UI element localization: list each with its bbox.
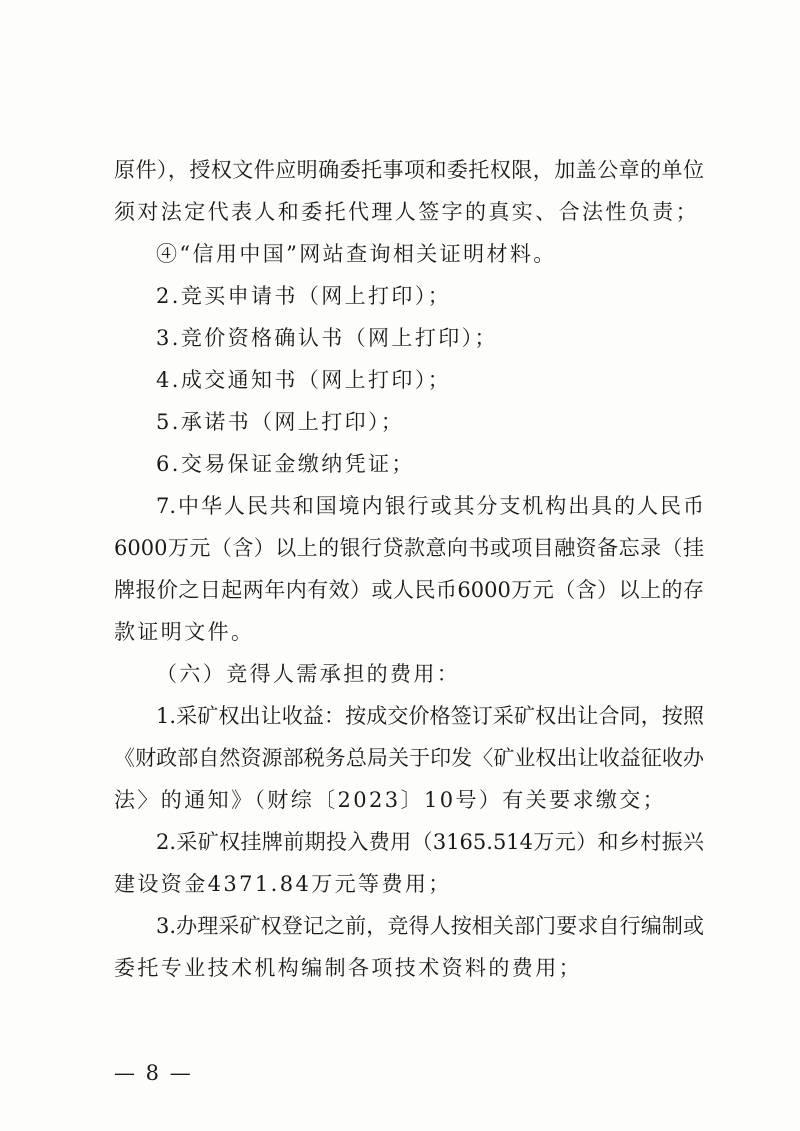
text-line-14: 1.采矿权出让收益：按成交价格签订采矿权出让合同，按照 (156, 704, 704, 728)
text-line-1: 原件），授权文件应明确委托事项和委托权限，加盖公章的单位 (114, 158, 704, 182)
text-line-20: 委托专业技术机构编制各项技术资料的费用； (114, 956, 582, 980)
text-line-9: 7.中华人民共和国境内银行或其分支机构出具的人民币 (156, 494, 704, 518)
text-line-6: 4.成交通知书（网上打印）； (156, 368, 452, 392)
text-line-17: 2.采矿权挂牌前期投入费用（3165.514万元）和乡村振兴 (156, 830, 704, 854)
text-line-3: ④“信用中国”网站查询相关证明材料。 (156, 242, 557, 266)
text-line-18: 建设资金4371.84万元等费用； (114, 872, 452, 896)
text-line-2: 须对法定代表人和委托代理人签字的真实、合法性负责； (114, 200, 699, 224)
text-line-8: 6.交易保证金缴纳凭证； (156, 452, 415, 476)
text-line-15: 《财政部自然资源部税务总局关于印发〈矿业权出让收益征收办 (114, 746, 704, 770)
text-line-12: 款证明文件。 (114, 620, 255, 644)
text-line-19: 3.办理采矿权登记之前，竞得人按相关部门要求自行编制或 (156, 914, 704, 938)
text-line-7: 5.承诺书（网上打印）； (156, 410, 405, 434)
text-line-11: 牌报价之日起两年内有效）或人民币6000万元（含）以上的存 (114, 578, 704, 602)
page-number: — 8 — (114, 1061, 193, 1085)
text-line-4: 2.竞买申请书（网上打印）； (156, 284, 452, 308)
text-line-10: 6000万元（含）以上的银行贷款意向书或项目融资备忘录（挂 (114, 536, 704, 560)
text-line-16: 法〉的通知》（财综〔2023〕10号）有关要求缴交； (114, 788, 667, 812)
section-heading: （六）竞得人需承担的费用： (156, 662, 461, 686)
text-line-5: 3.竞价资格确认书（网上打印）； (156, 326, 498, 350)
